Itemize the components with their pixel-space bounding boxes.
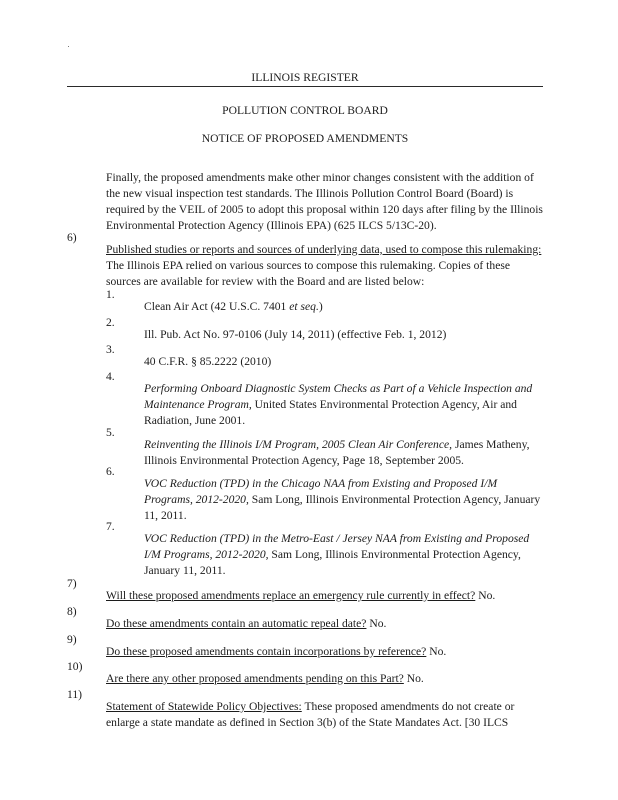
section-11-heading: Statement of Statewide Policy Objectives: xyxy=(106,699,302,713)
list-item-text: VOC Reduction (TPD) in the Metro-East / Jersey NAA from Existing and Proposed I/M Programs, 2012-2020, Sam Long, Illinois Environmental Protection Agency, January 11, 2011. xyxy=(144,531,530,577)
list-item-text: VOC Reduction (TPD) in the Chicago NAA from Existing and Proposed I/M Programs, 2012-2020, Sam Long, Illinois Environmental Protection Agency, January 11, 2011. xyxy=(144,476,541,522)
section-11-body: These proposed amendments do not create or enlarge a state mandate as defined in Section 3(b) of the State Mandates Act. [30 ILCS xyxy=(106,699,515,729)
agency-title: POLLUTION CONTROL BOARD xyxy=(222,104,388,117)
question-text: Do these amendments contain an automatic repeal date? xyxy=(106,616,367,630)
list-item-number: 5. xyxy=(106,426,115,439)
question-answer: No. xyxy=(478,588,496,602)
question-text: Will these proposed amendments replace an emergency rule currently in effect? xyxy=(106,588,476,602)
list-item-number: 3. xyxy=(106,343,115,356)
question-answer: No. xyxy=(429,644,447,658)
section-6-number: 6) xyxy=(67,231,77,244)
list-item-text: Reinventing the Illinois I/M Program, 2005 Clean Air Conference, James Matheny, Illinois Environmental Protection Agency, Page 18, September 2005. xyxy=(144,437,530,467)
list-item-text: 40 C.F.R. § 85.2222 (2010) xyxy=(144,354,272,368)
question-number: 10) xyxy=(67,660,83,673)
section-11-paragraph xyxy=(106,699,546,731)
header-rule xyxy=(67,86,543,87)
question-text: Are there any other proposed amendments pending on this Part? xyxy=(106,671,404,685)
section-6-paragraph xyxy=(106,242,546,290)
question-answer: No. xyxy=(369,616,387,630)
intro-paragraph: Finally, the proposed amendments make other minor changes consistent with the addition of the new visual inspection test standards. The Illinois Pollution Control Board (Board) is required by the VEIL of 2005 to adopt this proposal within 120 days after filing by the Illinois Environmental Protection Agency (Illinois EPA) (625 ILCS 5/13C-20). xyxy=(106,170,543,232)
list-item-text: Clean Air Act (42 U.S.C. 7401 et seq.) xyxy=(144,299,323,313)
notice-title: NOTICE OF PROPOSED AMENDMENTS xyxy=(201,132,409,145)
section-6-heading: Published studies or reports and sources of underlying data, used to compose this rulemaking: xyxy=(106,242,542,256)
list-item-text: Performing Onboard Diagnostic System Checks as Part of a Vehicle Inspection and Maintenance Program, United States Environmental Protection Agency, Air and Radiation, June 2001. xyxy=(144,381,533,427)
list-item-number: 2. xyxy=(106,316,115,329)
list-item-text: Ill. Pub. Act No. 97-0106 (July 14, 2011) (effective Feb. 1, 2012) xyxy=(144,327,447,341)
question-number: 7) xyxy=(67,577,77,590)
question-number: 8) xyxy=(67,605,77,618)
list-item-number: 7. xyxy=(106,520,115,533)
list-item-number: 6. xyxy=(106,465,115,478)
list-item-number: 4. xyxy=(106,370,115,383)
question-text: Do these proposed amendments contain incorporations by reference? xyxy=(106,644,427,658)
scan-speck xyxy=(68,46,69,47)
question-number: 9) xyxy=(67,633,77,646)
register-title: ILLINOIS REGISTER xyxy=(251,71,359,84)
section-6-body: The Illinois EPA relied on various sources to compose this rulemaking. Copies of these sources are available for review with the Board and are listed below: xyxy=(106,258,511,288)
question-answer: No. xyxy=(406,671,424,685)
section-11-number: 11) xyxy=(67,688,83,701)
list-item-number: 1. xyxy=(106,288,115,301)
